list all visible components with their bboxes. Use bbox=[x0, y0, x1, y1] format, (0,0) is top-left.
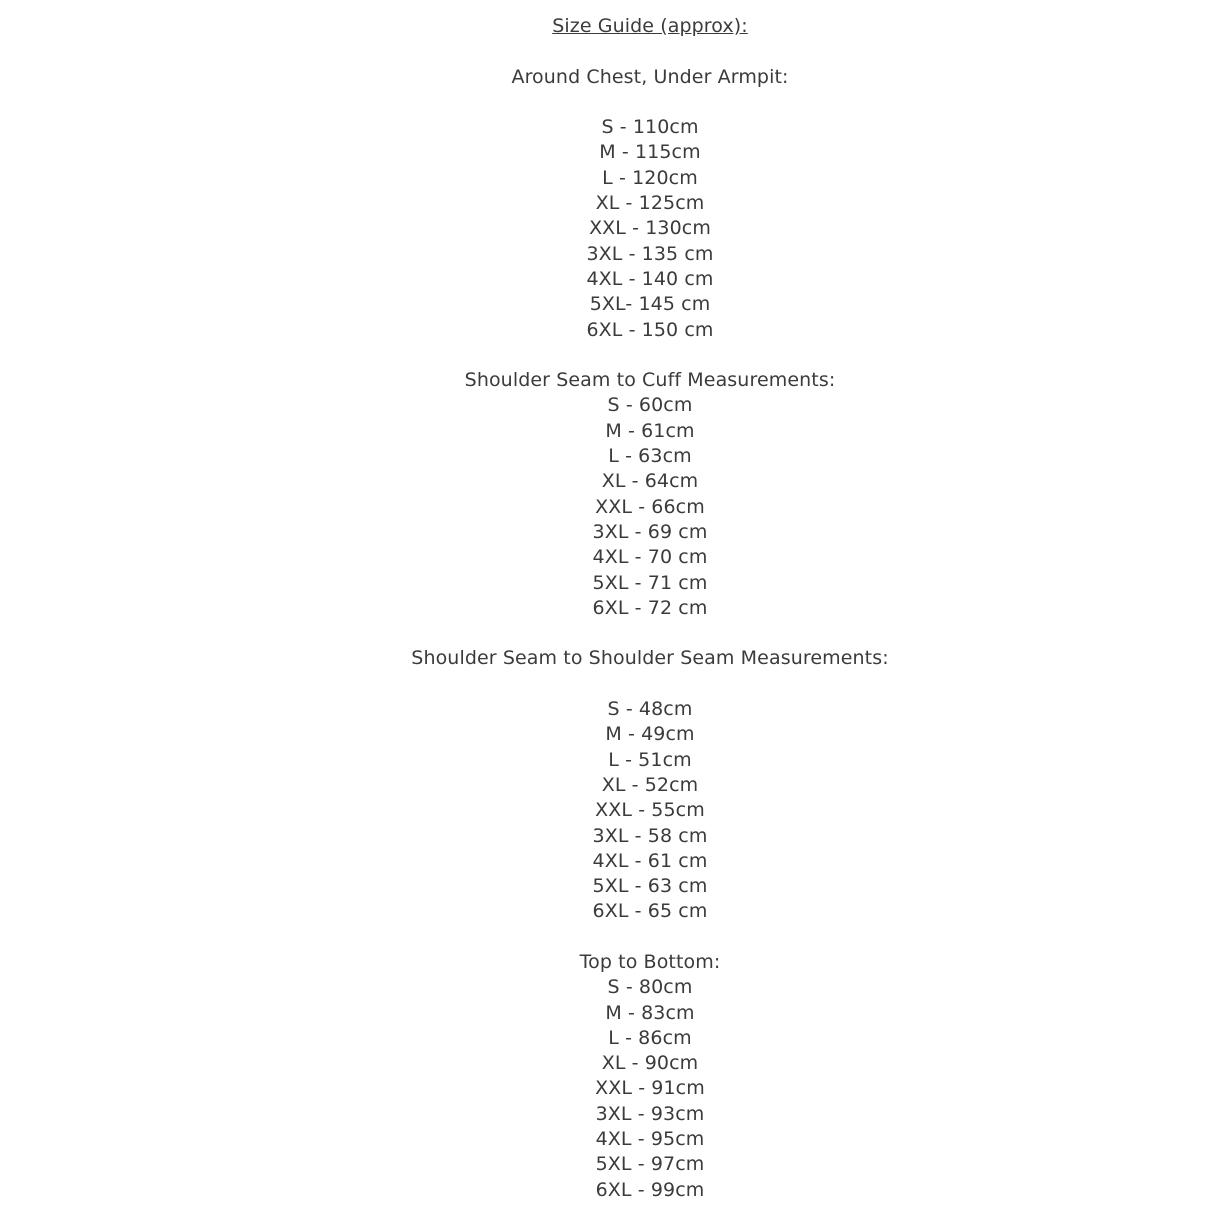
size-row: XXL - 130cm bbox=[589, 217, 711, 240]
size-row: 6XL - 65 cm bbox=[592, 900, 708, 923]
size-row: S - 80cm bbox=[607, 976, 693, 999]
section-heading-top-to-bottom: Top to Bottom: bbox=[579, 950, 721, 973]
blank-line bbox=[86, 343, 1214, 368]
size-row: 5XL- 145 cm bbox=[589, 293, 711, 316]
size-row: 4XL - 70 cm bbox=[592, 546, 708, 569]
size-row: 5XL - 97cm bbox=[595, 1153, 705, 1176]
blank-line bbox=[86, 90, 1214, 115]
size-row: XL - 90cm bbox=[601, 1052, 699, 1075]
size-row: XL - 52cm bbox=[601, 773, 699, 796]
size-row: 3XL - 58 cm bbox=[592, 824, 708, 847]
blank-line bbox=[86, 39, 1214, 64]
section-heading-shoulder-to-cuff: Shoulder Seam to Cuff Measurements: bbox=[464, 369, 836, 392]
size-row: XXL - 55cm bbox=[595, 799, 705, 822]
blank-line bbox=[86, 672, 1214, 697]
size-row: 6XL - 150 cm bbox=[586, 318, 714, 341]
size-row: 3XL - 93cm bbox=[595, 1102, 705, 1125]
size-row: L - 51cm bbox=[608, 748, 692, 771]
size-row: 3XL - 69 cm bbox=[592, 520, 708, 543]
size-row: M - 49cm bbox=[605, 723, 695, 746]
size-row: XL - 125cm bbox=[595, 192, 705, 215]
size-row: L - 86cm bbox=[608, 1026, 692, 1049]
size-row: 5XL - 63 cm bbox=[592, 875, 708, 898]
size-row: 3XL - 135 cm bbox=[586, 242, 714, 265]
size-row: 6XL - 72 cm bbox=[592, 596, 708, 619]
size-row: M - 61cm bbox=[605, 419, 695, 442]
size-row: L - 120cm bbox=[602, 166, 698, 189]
size-row: 5XL - 71 cm bbox=[592, 571, 708, 594]
size-row: XL - 64cm bbox=[601, 470, 699, 493]
size-row: 4XL - 61 cm bbox=[592, 849, 708, 872]
blank-line bbox=[86, 621, 1214, 646]
size-row: XXL - 66cm bbox=[595, 495, 705, 518]
size-row: 4XL - 140 cm bbox=[586, 267, 714, 290]
size-row: M - 115cm bbox=[599, 141, 701, 164]
size-row: S - 48cm bbox=[607, 698, 693, 721]
size-row: M - 83cm bbox=[605, 1001, 695, 1024]
section-heading-around-chest: Around Chest, Under Armpit: bbox=[511, 65, 789, 88]
size-row: 6XL - 99cm bbox=[595, 1178, 705, 1201]
section-heading-shoulder-to-shoulder: Shoulder Seam to Shoulder Seam Measurements: bbox=[411, 647, 889, 670]
size-row: L - 63cm bbox=[608, 445, 692, 468]
size-row: S - 60cm bbox=[607, 394, 693, 417]
blank-line bbox=[86, 925, 1214, 950]
size-row: 4XL - 95cm bbox=[595, 1128, 705, 1151]
page-title: Size Guide (approx): bbox=[552, 15, 748, 37]
size-row: S - 110cm bbox=[601, 116, 699, 139]
size-row: XXL - 91cm bbox=[595, 1077, 705, 1100]
